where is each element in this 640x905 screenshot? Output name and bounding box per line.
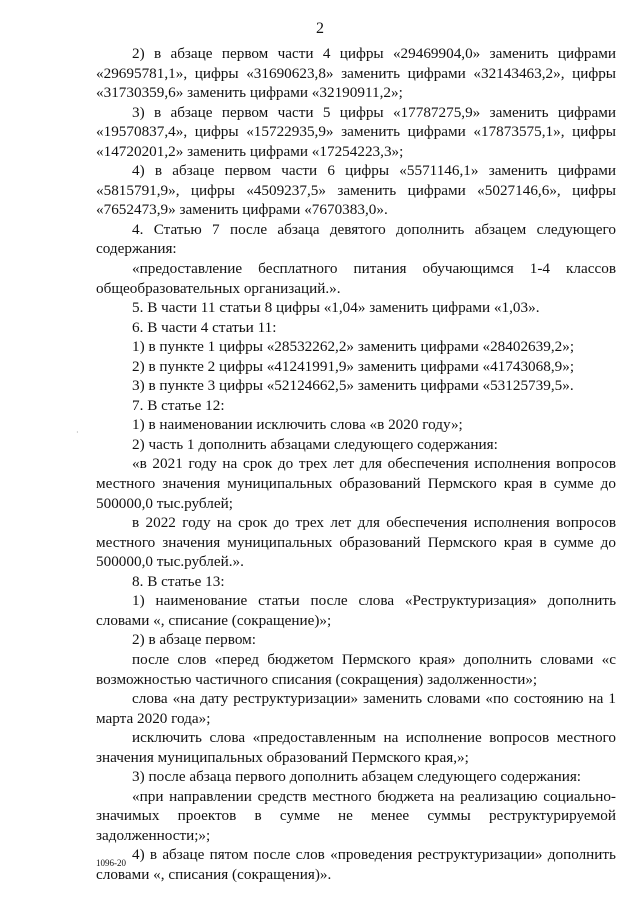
paragraph: 1) наименование статьи после слова «Реструктуризация» дополнить словами «, списание (сокращение)»;: [96, 592, 616, 629]
paragraph: 5. В части 11 статьи 8 цифры «1,04» заменить цифрами «1,03».: [132, 299, 540, 317]
paragraph: 4) в абзаце пятом после слов «проведения реструктуризации» дополнить словами «, списания (сокращения)».: [96, 846, 616, 883]
paragraph: 2) в абзаце первом:: [132, 631, 256, 649]
paragraph: 1) в наименовании исключить слова «в 2020 году»;: [132, 416, 463, 434]
paragraph: 4. Статью 7 после абзаца девятого дополнить абзацем следующего содержания:: [96, 220, 616, 258]
paragraph: 8. В статье 13:: [132, 572, 225, 590]
document-code: 1096-20: [96, 858, 126, 868]
paragraph: 7. В статье 12:: [132, 396, 225, 414]
paragraph: 2) в абзаце первом части 4 цифры «29469904,0» заменить цифрами «29695781,1», цифры «31690623,8» заменить цифрами «32143463,2», цифры «31730359,6» заменить цифрами «32190911,2»;: [96, 45, 616, 102]
document-body: [96, 44, 616, 885]
paragraph: 1) в пункте 1 цифры «28532262,2» заменить цифрами «28402639,2»;: [132, 338, 575, 356]
paragraph: «в 2021 году на срок до трех лет для обеспечения исполнения вопросов местного значения муниципальных образований Пермского края в сумме до 500000,0 тыс.рублей;: [96, 455, 616, 512]
paragraph: 3) в абзаце первом части 5 цифры «17787275,9» заменить цифрами «19570837,4», цифры «15722935,9» заменить цифрами «17873575,1», цифры «14720201,2» заменить цифрами «17254223,3»;: [96, 103, 616, 160]
paragraph: 6. В части 4 статьи 11:: [132, 318, 277, 336]
paragraph: в 2022 году на срок до трех лет для обеспечения исполнения вопросов местного значения муниципальных образований Пермского края в сумме до 500000,0 тыс.рублей.».: [96, 514, 616, 571]
paragraph: 4) в абзаце первом части 6 цифры «5571146,1» заменить цифрами «5815791,9», цифры «4509237,5» заменить цифрами «5027146,6», цифры «7652473,9» заменить цифрами «7670383,0».: [96, 162, 616, 219]
paragraph: «предоставление бесплатного питания обучающимся 1-4 классов общеобразовательных организаций.».: [96, 260, 616, 297]
paragraph: 2) в пункте 2 цифры «41241991,9» заменить цифрами «41743068,9»;: [132, 357, 575, 375]
page-number: 2: [316, 20, 324, 37]
scan-mark: ·: [76, 428, 79, 437]
paragraph: слова «на дату реструктуризации» заменить словами «по состоянию на 1 марта 2020 года»;: [96, 690, 616, 727]
paragraph: «при направлении средств местного бюджета на реализацию социально-значимых проектов в сумме не менее суммы реструктурируемой задолженности;»;: [96, 787, 616, 844]
paragraph: 3) после абзаца первого дополнить абзацем следующего содержания:: [132, 768, 582, 786]
paragraph: исключить слова «предоставленным на исполнение вопросов местного значения муниципальных образований Пермского края,»;: [96, 729, 616, 766]
paragraph: 3) в пункте 3 цифры «52124662,5» заменить цифрами «53125739,5».: [132, 377, 574, 395]
paragraph: 2) часть 1 дополнить абзацами следующего содержания:: [132, 435, 498, 453]
paragraph: после слов «перед бюджетом Пермского края» дополнить словами «с возможностью частичного списания (сокращения) задолженности»;: [96, 650, 616, 688]
